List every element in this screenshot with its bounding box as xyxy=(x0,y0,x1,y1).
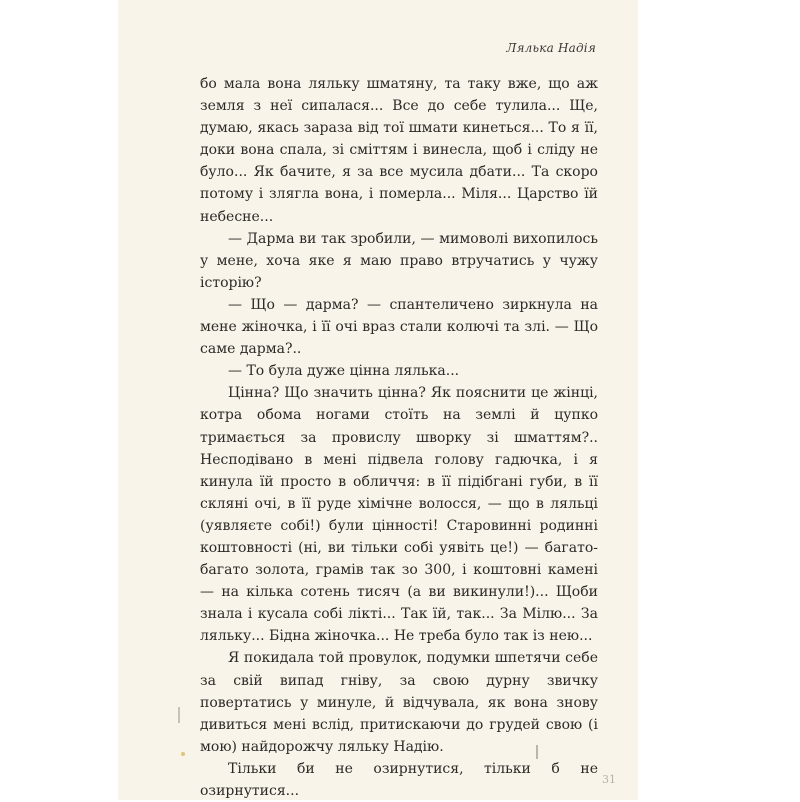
paper-speck xyxy=(181,752,185,756)
paragraph: Тільки би не озирнутися, тільки б не озирнутися... xyxy=(200,760,598,799)
margin-mark xyxy=(178,707,180,723)
book-page xyxy=(118,0,638,800)
body-text xyxy=(200,73,598,802)
paragraph: Я покидала той провулок, подумки шпетячи себе за свій випад гніву, за свою дурну звичку повертатись у минуле, й відчувала, як вона знову дивиться мені вслід, притискаючи до грудей свою (і мою) найдорожчу ляльку Надію. xyxy=(200,650,598,755)
paragraph: бо мала вона ляльку шматяну, та таку вже, що аж земля з неї сипалася... Все до себе тулила... Ще, думаю, якась зараза від тої шмати кинеться... То я її, доки вона спала, зі сміттям і винесла, щоб і сліду не було... Як бачите, я за все мусила дбати... Та скоро потому і злягла вона, і померла... Міля... Царство їй небесне... xyxy=(200,76,598,225)
page-number: 31 xyxy=(602,773,616,786)
paragraph: Цінна? Що значить цінна? Як пояснити це жінці, котра обома ногами стоїть на землі й цупко тримається за провислу шворку зі шматтям?.. Несподівано в мені підвела голову гадючка, і я кинула їй просто в обличчя: в її підібгані губи, в її скляні очі, в її руде хімічне волосся, — що в ляльці (уявляєте собі!) були цінності! Старовинні родинні коштовності (ні, ви тільки собі уявіть це!) — багато-багато золота, грамів так зо 300, і коштовні камені — на кілька сотень тисяч (а ви викинули!)... Щоби знала і кусала собі лікті... Так їй, так... За Мілю... За ляльку... Бідна жіночка... Не треба було так із нею... xyxy=(200,385,598,645)
paragraph: — Дарма ви так зробили, — мимоволі вихопилось у мене, хоча яке я маю право втручатись у чужу історію? xyxy=(200,230,598,291)
running-title: Лялька Надія xyxy=(506,41,596,55)
paragraph: — Що — дарма? — спантеличено зиркнула на мене жіночка, і її очі враз стали колючі та злі. — Що саме дарма?.. xyxy=(200,296,598,358)
paragraph: — То була дуже цінна лялька... xyxy=(228,363,460,380)
margin-mark xyxy=(536,745,538,759)
